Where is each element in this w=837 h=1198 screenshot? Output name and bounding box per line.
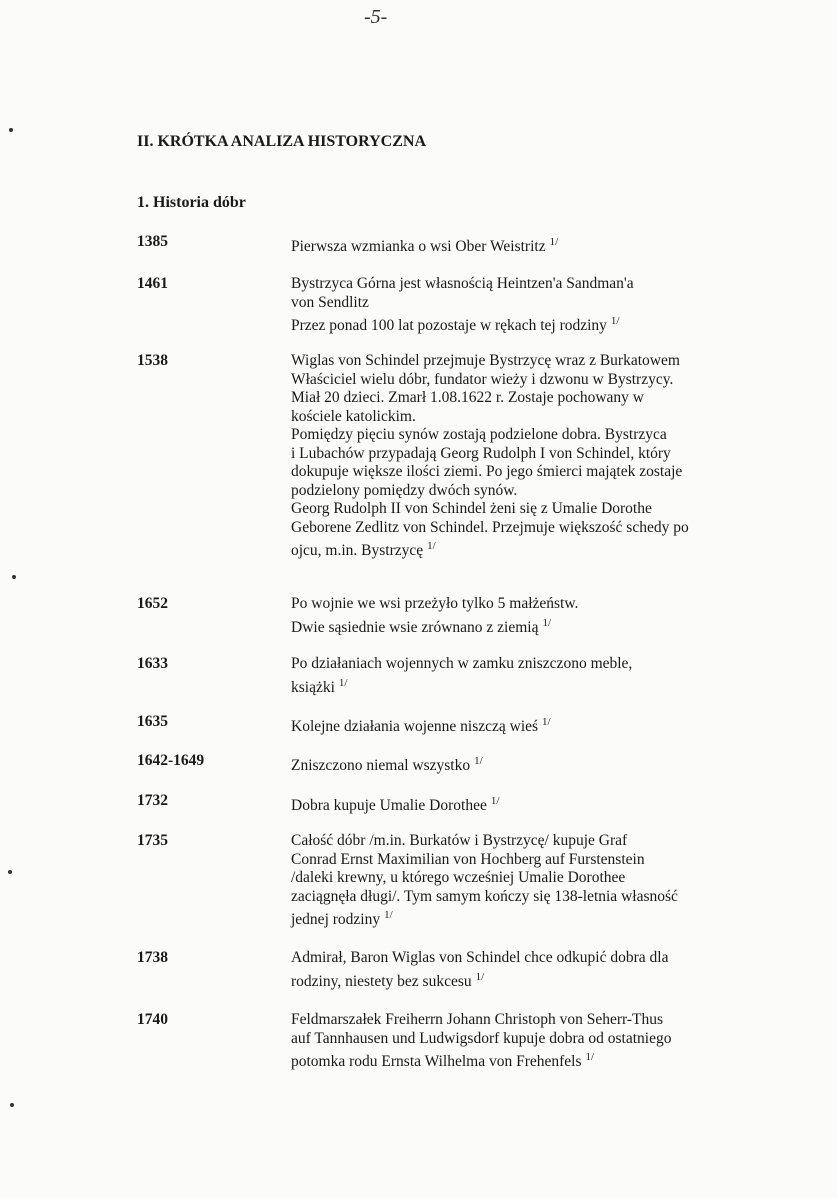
timeline-entry bbox=[137, 792, 737, 816]
footnote-ref: 1/ bbox=[542, 616, 552, 629]
entry-year: 1732 bbox=[137, 792, 168, 809]
entry-year: 1633 bbox=[137, 655, 168, 672]
footnote-ref: 1/ bbox=[474, 755, 483, 767]
footnote-ref: 1/ bbox=[384, 909, 393, 921]
scan-speck bbox=[10, 1103, 14, 1107]
entry-text: Całość dóbr /m.in. Burkatów i Bystrzycę/ kupuje Graf Conrad Ernst Maximilian von Hochberg auf Furstenstein /daleki krewny, u którego wcześniej Umalie Dorothee zaciągnęła długi/. Tym samym kończy się 138-letnia własność jednej rodziny bbox=[291, 832, 678, 928]
entry-text: Pierwsza wzmianka o wsi Ober Weistritz bbox=[291, 238, 546, 255]
entry-year: 1740 bbox=[137, 1011, 168, 1028]
entry-year: 1461 bbox=[137, 275, 168, 292]
footnote-ref: 1/ bbox=[542, 716, 551, 728]
footnote-ref: 1/ bbox=[585, 1051, 595, 1063]
section-heading: II. KRÓTKA ANALIZA HISTORYCZNA bbox=[137, 133, 426, 150]
timeline-entry bbox=[137, 655, 737, 697]
subheading: 1. Historia dóbr bbox=[137, 194, 246, 211]
entry-year: 1635 bbox=[137, 713, 168, 730]
timeline-entry bbox=[137, 949, 737, 991]
timeline-entry bbox=[137, 1011, 737, 1072]
entry-text: Wiglas von Schindel przejmuje Bystrzycę wraz z Burkatowem Właściciel wielu dóbr, fundator wieży i dzwonu w Bystrzycy. Miał 20 dzieci. Zmarł 1.08.1622 r. Zostaje pochowany w kościele katolickim. Pomiędzy pięciu synów zostają podzielone dobra. Bystrzyca i Lubachów przypadają Georg Rudolph I von Schindel, który dokupuje większe ilości ziemi. Po jego śmierci majątek zostaje podzielony pomiędzy dwóch synów. Georg Rudolph II von Schindel żeni się z Umalie Dorothe Geborene Zedlitz von Schindel. Przejmuje większość schedy po ojcu, m.in. Bystrzycę bbox=[291, 352, 689, 559]
timeline-entry bbox=[137, 832, 737, 930]
footnote-ref: 1/ bbox=[427, 540, 436, 552]
entry-year: 1652 bbox=[137, 595, 168, 612]
timeline-entry bbox=[137, 752, 737, 776]
scan-speck bbox=[12, 575, 16, 579]
footnote-ref: 1/ bbox=[338, 676, 348, 689]
entry-year: 1735 bbox=[137, 832, 168, 849]
entry-year: 1642-1649 bbox=[137, 752, 205, 769]
timeline-entry bbox=[137, 275, 737, 336]
page-number: -5- bbox=[364, 6, 388, 28]
entry-text: Admirał, Baron Wiglas von Schindel chce odkupić dobra dla rodziny, niestety bez sukcesu bbox=[291, 949, 669, 990]
footnote-ref: 1/ bbox=[475, 970, 485, 983]
entry-text: Dobra kupuje Umalie Dorothee bbox=[291, 797, 487, 814]
timeline-entry bbox=[137, 352, 737, 561]
timeline-entry bbox=[137, 713, 737, 737]
entry-text: Feldmarszałek Freiherrn Johann Christoph von Seherr-Thus auf Tannhausen und Ludwigsdorf kupuje dobra od ostatniego potomka rodu Ernsta Wilhelma von Frehenfels bbox=[291, 1011, 672, 1070]
entry-text: Bystrzyca Górna jest własnością Heintzen'a Sandman'a von Sendlitz Przez ponad 100 lat pozostaje w rękach tej rodziny bbox=[291, 275, 634, 334]
scan-speck bbox=[8, 870, 12, 874]
footnote-ref: 1/ bbox=[549, 236, 559, 248]
entry-text: Po działaniach wojennych w zamku zniszczono meble, książki bbox=[291, 655, 633, 696]
entry-text: Kolejne działania wojenne niszczą wieś bbox=[291, 718, 539, 735]
entry-year: 1738 bbox=[137, 949, 168, 966]
footnote-ref: 1/ bbox=[490, 795, 500, 807]
entry-text: Po wojnie we wsi przeżyło tylko 5 małżeństw. Dwie sąsiednie wsie zrównano z ziemią bbox=[291, 595, 579, 636]
entry-text: Zniszczono niemal wszystko bbox=[291, 757, 471, 774]
timeline-entry bbox=[137, 233, 737, 257]
footnote-ref: 1/ bbox=[610, 315, 620, 327]
entry-year: 1385 bbox=[137, 233, 168, 250]
entry-year: 1538 bbox=[137, 352, 168, 369]
scan-speck bbox=[9, 128, 13, 132]
timeline-entry bbox=[137, 595, 737, 637]
